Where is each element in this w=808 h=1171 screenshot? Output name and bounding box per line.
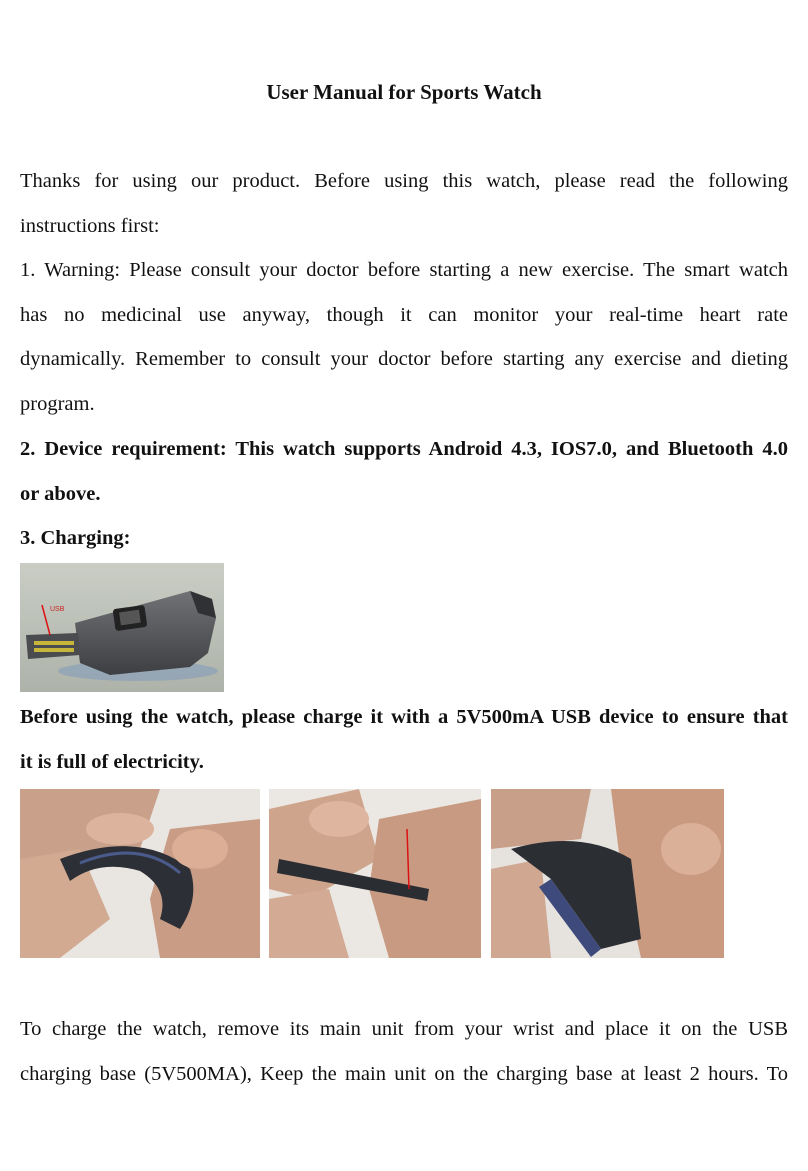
usb-label: USB (50, 606, 65, 613)
charging-base-image (20, 563, 224, 692)
charge-note-line-2: it is full of electricity. (20, 750, 204, 773)
charge-note-line-1: Before using the watch, please charge it with a 5V500mA USB device to ensure that (20, 706, 788, 728)
warning-line-3: dynamically. Remember to consult your doctor before starting any exercise and dieting (20, 348, 788, 371)
warning-line-2: has no medicinal use anyway, though it can monitor your real-time heart rate (20, 303, 788, 326)
charging-heading-text: 3. Charging: (20, 527, 131, 549)
warning-paragraph (20, 248, 788, 426)
intro-line-1: Thanks for using our product. Before using this watch, please read the following (20, 170, 788, 192)
remove-unit-photo-1 (20, 789, 260, 958)
device-requirement-line-2: or above. (20, 482, 101, 505)
intro-paragraph (20, 159, 788, 248)
warning-line-1: 1. Warning: Please consult your doctor before starting a new exercise. The smart watch (20, 259, 788, 281)
charge-instructions-line-2: charging base (5V500MA), Keep the main unit on the charging base at least 2 hours. To (20, 1062, 788, 1085)
remove-unit-photo-3 (491, 789, 724, 958)
charge-instructions-line-1: To charge the watch, remove its main unit from your wrist and place it on the USB (20, 1018, 788, 1040)
charging-heading (20, 516, 788, 561)
charge-instructions-paragraph (20, 1007, 788, 1096)
remove-unit-photo-2 (269, 789, 481, 958)
warning-line-4: program. (20, 392, 95, 415)
charge-note-paragraph (20, 695, 788, 784)
page-title: User Manual for Sports Watch (266, 80, 542, 104)
intro-line-2: instructions first: (20, 214, 160, 237)
device-requirement-paragraph (20, 427, 788, 516)
device-requirement-line-1: 2. Device requirement: This watch supports Android 4.3, IOS7.0, and Bluetooth 4.0 (20, 438, 788, 460)
